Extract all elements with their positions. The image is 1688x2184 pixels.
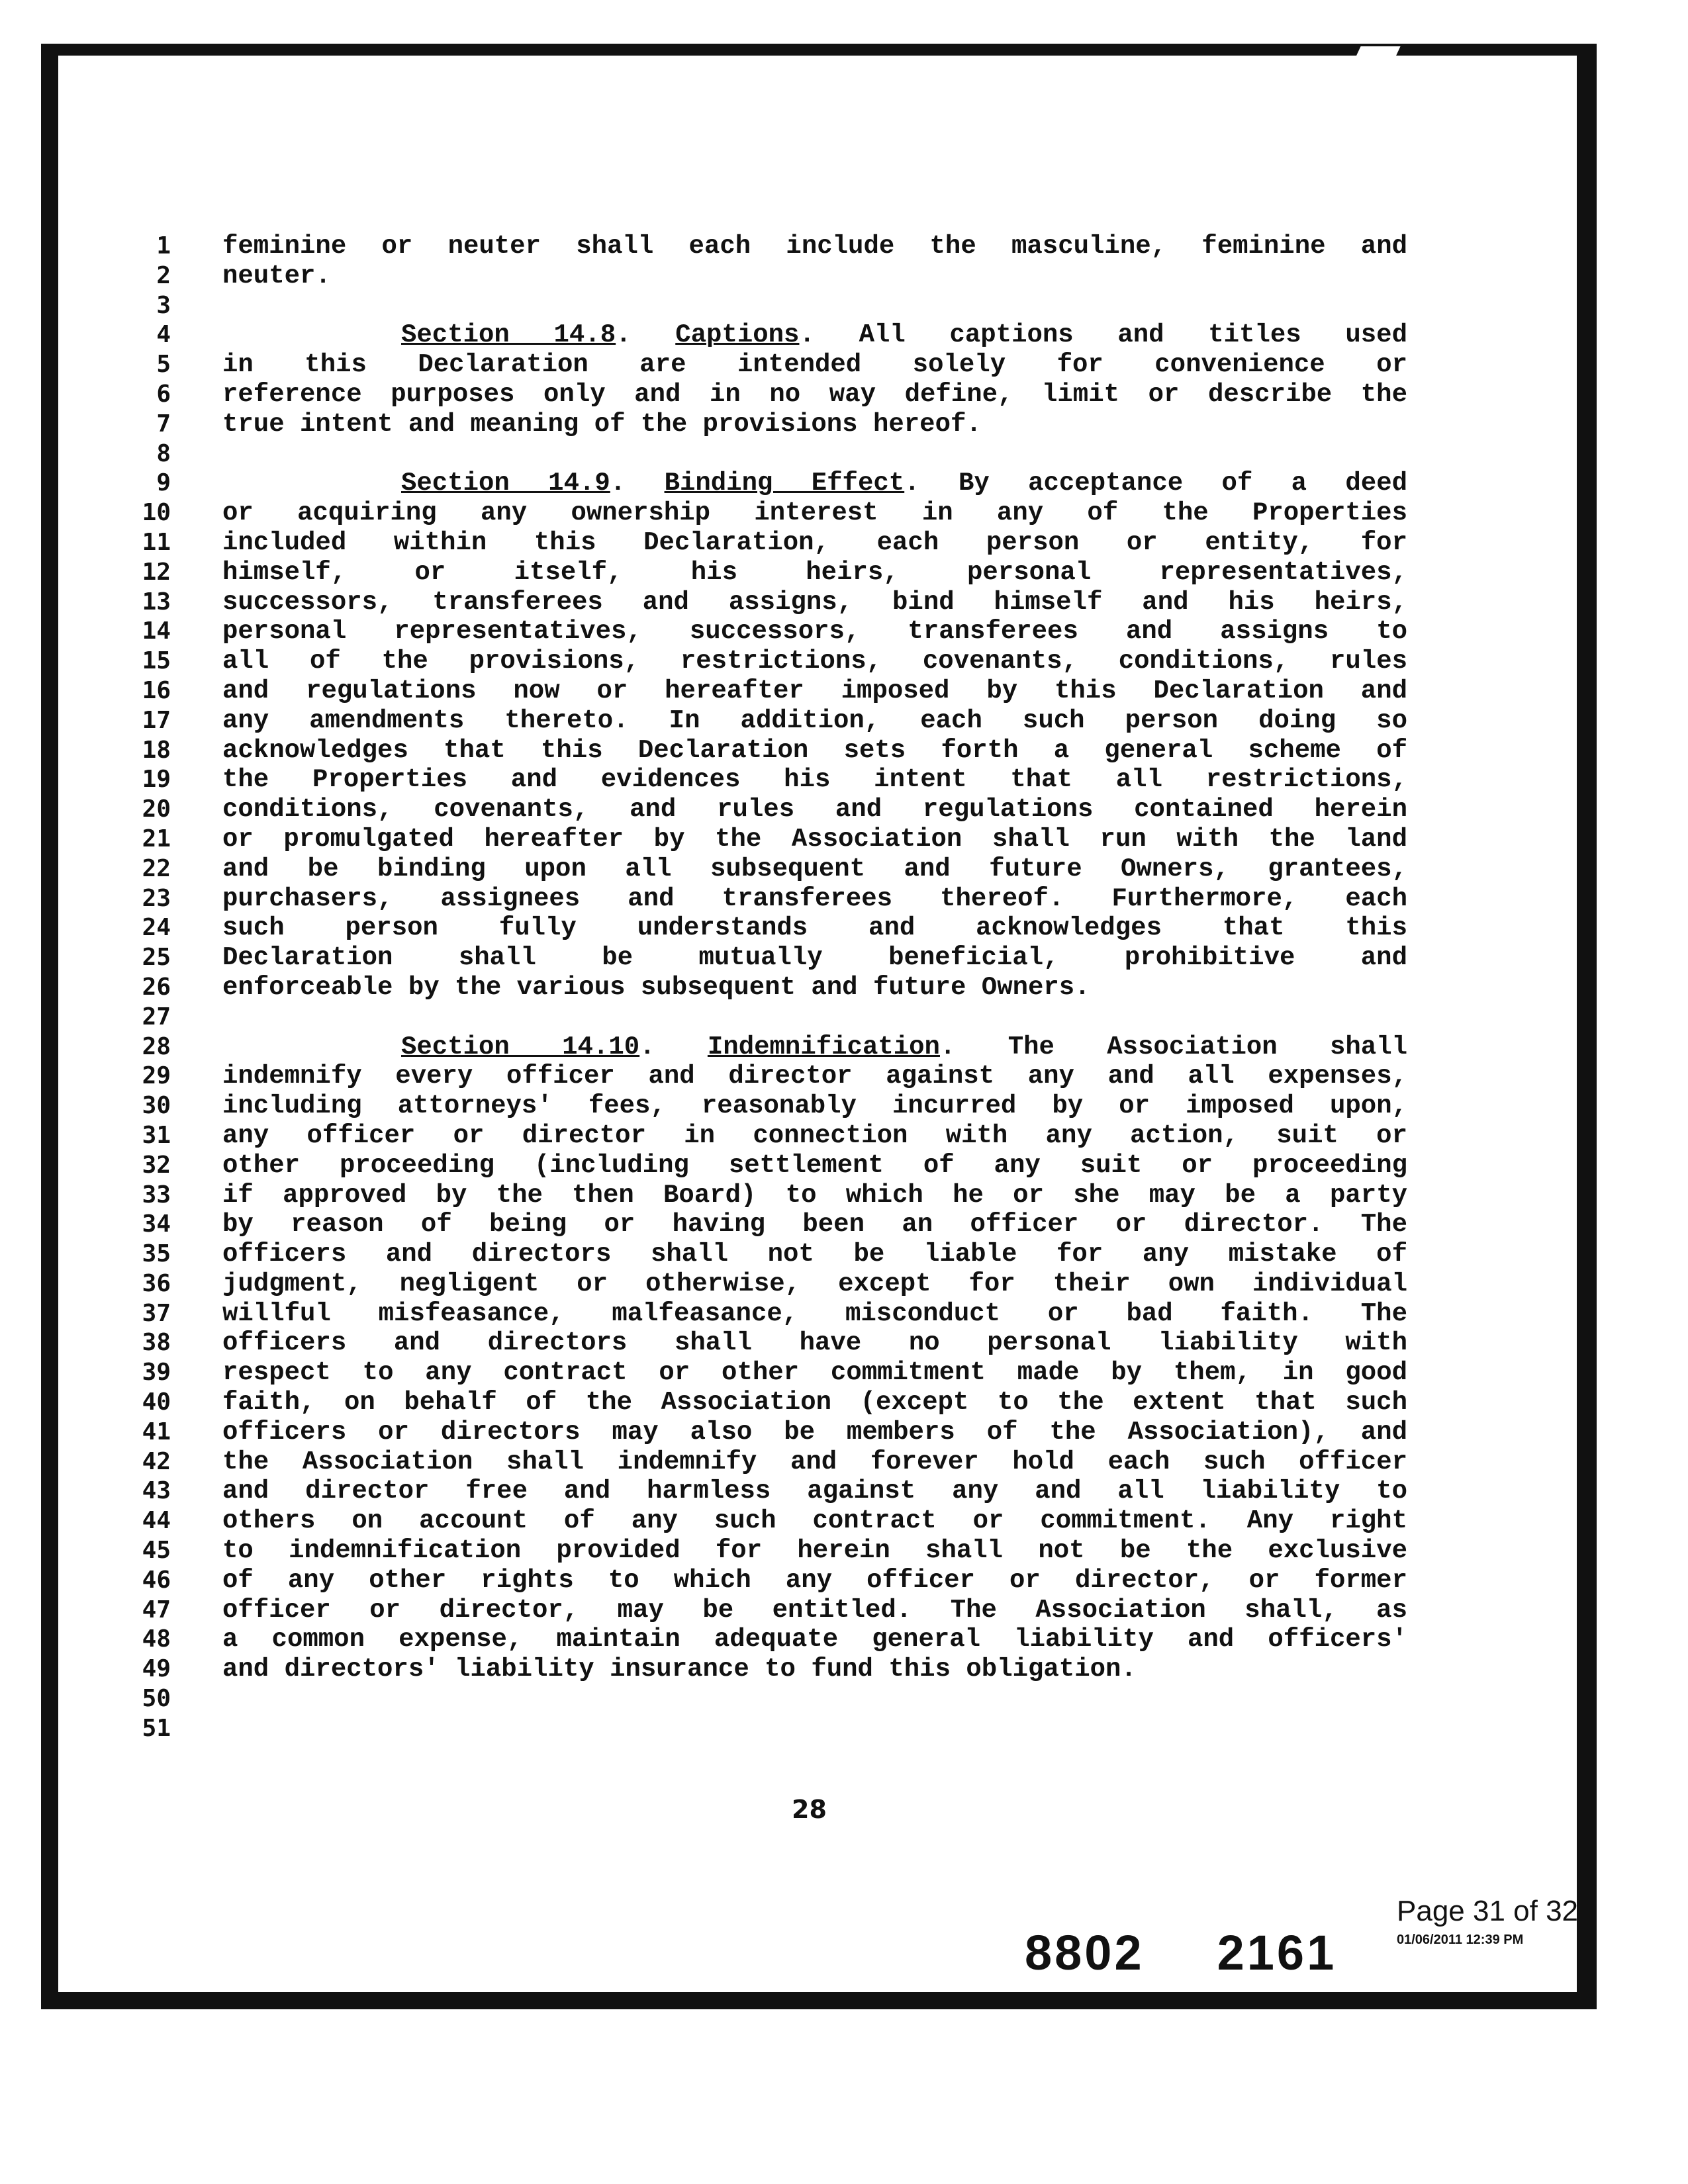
line-number: 36 bbox=[142, 1269, 171, 1297]
text-line: acknowledges that this Declaration sets forth a general scheme of bbox=[222, 735, 1407, 765]
line-number: 26 bbox=[142, 973, 171, 1001]
text-line: a common expense, maintain adequate general liability and officers' bbox=[222, 1625, 1407, 1655]
text-line: in this Declaration are intended solely for convenience or bbox=[222, 350, 1407, 380]
line-number: 48 bbox=[142, 1625, 171, 1653]
section-title: Indemnification bbox=[707, 1032, 940, 1062]
line-number: 27 bbox=[142, 1003, 171, 1030]
line-number: 38 bbox=[142, 1329, 171, 1357]
text-line: feminine or neuter shall each include the masculine, feminine and bbox=[222, 232, 1407, 261]
text-line: neuter. bbox=[222, 261, 331, 291]
section-heading-14-9: Section 14.9. Binding Effect. By acceptance of a deed bbox=[401, 469, 1407, 498]
text-line: and director free and harmless against any and all liability to bbox=[222, 1477, 1407, 1506]
text-line: included within this Declaration, each person or entity, for bbox=[222, 527, 1407, 557]
document-body bbox=[222, 232, 1407, 1744]
text-line: of any other rights to which any officer or director, or former bbox=[222, 1565, 1407, 1595]
text-line bbox=[222, 1714, 1407, 1744]
text-line: and be binding upon all subsequent and future Owners, grantees, bbox=[222, 854, 1407, 884]
text-line bbox=[222, 1003, 1407, 1032]
text-line: enforceable by the various subsequent and future Owners. bbox=[222, 972, 1090, 1002]
book-page-reference bbox=[1025, 1925, 1336, 1981]
text-line: any officer or director in connection with any action, suit or bbox=[222, 1120, 1407, 1150]
line-number: 16 bbox=[142, 676, 171, 704]
text-line: or acquiring any ownership interest in any of the Properties bbox=[222, 498, 1407, 528]
line-number: 22 bbox=[142, 854, 171, 882]
line-number: 33 bbox=[142, 1181, 171, 1208]
text-line: willful misfeasance, malfeasance, misconduct or bad faith. The bbox=[222, 1298, 1407, 1328]
line-number: 46 bbox=[142, 1566, 171, 1594]
text-line: by reason of being or having been an officer or director. The bbox=[222, 1210, 1407, 1240]
section-heading-14-10: Section 14.10. Indemnification. The Association shall bbox=[401, 1032, 1407, 1062]
text-line: and regulations now or hereafter imposed by this Declaration and bbox=[222, 676, 1407, 705]
line-number: 10 bbox=[142, 499, 171, 527]
line-number: 50 bbox=[142, 1685, 171, 1713]
line-number: 6 bbox=[156, 380, 171, 408]
text-line: all of the provisions, restrictions, covenants, conditions, rules bbox=[222, 647, 1407, 676]
line-number: 14 bbox=[142, 617, 171, 645]
text-line: indemnify every officer and director against any and all expenses, bbox=[222, 1062, 1407, 1091]
line-number: 13 bbox=[142, 588, 171, 615]
text-line bbox=[222, 291, 1407, 321]
line-number: 18 bbox=[142, 736, 171, 764]
line-number: 11 bbox=[142, 528, 171, 556]
text-line: judgment, negligent or otherwise, except for their own individual bbox=[222, 1269, 1407, 1298]
page-number: 28 bbox=[792, 1795, 827, 1824]
line-number: 42 bbox=[142, 1447, 171, 1475]
line-number: 39 bbox=[142, 1359, 171, 1387]
text-line: reference purposes only and in no way define, limit or describe the bbox=[222, 379, 1407, 409]
text-line: officers or directors may also be members of the Association), and bbox=[222, 1417, 1407, 1447]
recording-stamp bbox=[1397, 1894, 1615, 1948]
line-number: 3 bbox=[156, 291, 171, 319]
stamp-timestamp: 01/06/2011 12:39 PM bbox=[1397, 1933, 1524, 1947]
line-number: 23 bbox=[142, 884, 171, 912]
line-number: 30 bbox=[142, 1092, 171, 1120]
line-number: 9 bbox=[156, 469, 171, 497]
text-line: purchasers, assignees and transferees thereof. Furthermore, each bbox=[222, 884, 1407, 913]
line-number: 21 bbox=[142, 825, 171, 852]
text-line: to indemnification provided for herein shall not be the exclusive bbox=[222, 1536, 1407, 1566]
text-line: including attorneys' fees, reasonably incurred by or imposed upon, bbox=[222, 1091, 1407, 1121]
line-number: 1 bbox=[156, 232, 171, 259]
text-line: officers and directors shall not be liable for any mistake of bbox=[222, 1240, 1407, 1269]
line-number: 32 bbox=[142, 1151, 171, 1179]
line-number: 45 bbox=[142, 1537, 171, 1565]
line-number: 29 bbox=[142, 1062, 171, 1090]
text-line: successors, transferees and assigns, bind himself and his heirs, bbox=[222, 587, 1407, 617]
line-number: 51 bbox=[142, 1714, 171, 1742]
page-reference: 2161 bbox=[1217, 1925, 1337, 1980]
book-number: 8802 bbox=[1025, 1925, 1145, 1980]
text-line: and directors' liability insurance to fund this obligation. bbox=[222, 1655, 1137, 1684]
text-line bbox=[222, 1684, 1407, 1714]
text-line: officer or director, may be entitled. The Association shall, as bbox=[222, 1595, 1407, 1625]
text-line: if approved by the then Board) to which he or she may be a party bbox=[222, 1180, 1407, 1210]
section-number: Section 14.8 bbox=[401, 320, 616, 350]
line-number: 34 bbox=[142, 1210, 171, 1238]
section-heading-14-8: Section 14.8. Captions. All captions and titles used bbox=[401, 320, 1407, 350]
line-number: 44 bbox=[142, 1507, 171, 1535]
line-number: 7 bbox=[156, 410, 171, 437]
text-line: any amendments thereto. In addition, each such person doing so bbox=[222, 705, 1407, 735]
line-number: 4 bbox=[156, 321, 171, 349]
text-line: himself, or itself, his heirs, personal representatives, bbox=[222, 557, 1407, 587]
line-number: 8 bbox=[156, 439, 171, 467]
line-number: 41 bbox=[142, 1418, 171, 1445]
text-line: others on account of any such contract or commitment. Any right bbox=[222, 1506, 1407, 1536]
text-line: or promulgated hereafter by the Association shall run with the land bbox=[222, 824, 1407, 854]
text-line: true intent and meaning of the provisions hereof. bbox=[222, 409, 982, 439]
line-number: 24 bbox=[142, 914, 171, 942]
line-number: 43 bbox=[142, 1477, 171, 1505]
line-number: 31 bbox=[142, 1121, 171, 1149]
section-lead: All captions and titles used bbox=[859, 320, 1407, 350]
line-number: 47 bbox=[142, 1596, 171, 1623]
line-number: 2 bbox=[156, 261, 171, 289]
text-line bbox=[222, 439, 1407, 469]
text-line: personal representatives, successors, transferees and assigns to bbox=[222, 617, 1407, 647]
line-number: 35 bbox=[142, 1240, 171, 1268]
section-number: Section 14.9 bbox=[401, 469, 610, 498]
line-number: 12 bbox=[142, 558, 171, 586]
line-number: 25 bbox=[142, 944, 171, 972]
line-number: 5 bbox=[156, 351, 171, 379]
line-number: 37 bbox=[142, 1299, 171, 1327]
text-line: Declaration shall be mutually beneficial, prohibitive and bbox=[222, 943, 1407, 973]
line-number: 19 bbox=[142, 766, 171, 794]
line-number: 40 bbox=[142, 1388, 171, 1416]
scan-notch bbox=[1353, 46, 1400, 62]
section-title: Binding Effect bbox=[664, 469, 905, 498]
line-number: 20 bbox=[142, 796, 171, 823]
text-line: faith, on behalf of the Association (except to the extent that such bbox=[222, 1388, 1407, 1418]
line-number: 49 bbox=[142, 1655, 171, 1683]
line-number: 15 bbox=[142, 647, 171, 675]
section-number: Section 14.10 bbox=[401, 1032, 640, 1062]
section-title: Captions bbox=[675, 320, 800, 350]
text-line: the Properties and evidences his intent that all restrictions, bbox=[222, 765, 1407, 795]
text-line: such person fully understands and acknowledges that this bbox=[222, 913, 1407, 943]
text-line: the Association shall indemnify and forever hold each such officer bbox=[222, 1447, 1407, 1477]
section-lead: By acceptance of a deed bbox=[958, 469, 1407, 498]
text-line: other proceeding (including settlement of any suit or proceeding bbox=[222, 1150, 1407, 1180]
text-line: respect to any contract or other commitment made by them, in good bbox=[222, 1358, 1407, 1388]
line-number: 17 bbox=[142, 706, 171, 734]
stamp-page-count: Page 31 of 32 bbox=[1397, 1895, 1579, 1927]
line-number: 28 bbox=[142, 1032, 171, 1060]
section-lead: The Association shall bbox=[1008, 1032, 1407, 1062]
text-line: officers and directors shall have no personal liability with bbox=[222, 1328, 1407, 1358]
line-number-column bbox=[118, 232, 171, 1744]
text-line: conditions, covenants, and rules and regulations contained herein bbox=[222, 795, 1407, 825]
